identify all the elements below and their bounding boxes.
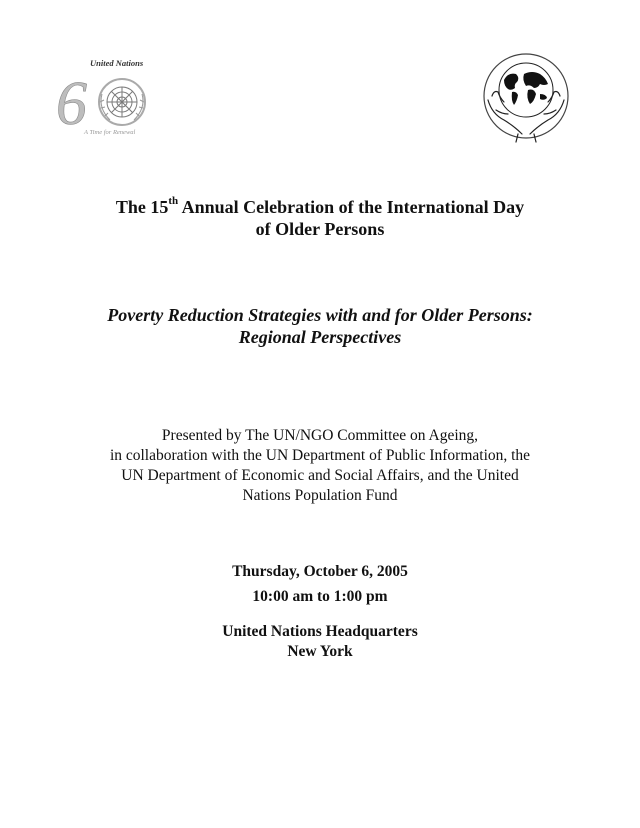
presenters-line: Nations Population Fund (242, 487, 398, 504)
event-venue (0, 622, 640, 662)
venue-city: New York (287, 643, 353, 660)
event-title-line-1 (0, 196, 640, 218)
event-datetime (0, 559, 640, 609)
event-title-line-2: of Older Persons (255, 219, 385, 239)
event-time: 10:00 am to 1:00 pm (252, 588, 388, 605)
presenters-line: Presented by The UN/NGO Committee on Ageing, (161, 427, 479, 444)
un-logo-org-text: United Nations (90, 58, 144, 68)
event-title (0, 196, 640, 240)
presenters-paragraph (0, 426, 640, 506)
svg-text:6: 6 (56, 70, 87, 132)
presenters-line: in collaboration with the UN Department of Public Information, the (109, 447, 531, 464)
un-60-emblem-icon (56, 66, 164, 132)
venue-name: United Nations Headquarters (222, 623, 418, 640)
un-60-logo (56, 56, 164, 142)
title-ordinal-suffix: th (168, 195, 179, 207)
event-theme-line-2: Regional Perspectives (238, 327, 402, 347)
event-date: Thursday, October 6, 2005 (232, 563, 408, 580)
hands-holding-globe-icon (476, 52, 576, 144)
title-prefix: The 15 (115, 197, 169, 217)
event-theme-line-1: Poverty Reduction Strategies with and for Older Persons: (107, 305, 533, 325)
title-suffix: Annual Celebration of the International Day (178, 197, 525, 217)
event-theme (0, 304, 640, 348)
un-logo-tagline: A Time for Renewal (84, 129, 136, 136)
presenters-line: UN Department of Economic and Social Affairs, and the United (121, 467, 519, 484)
